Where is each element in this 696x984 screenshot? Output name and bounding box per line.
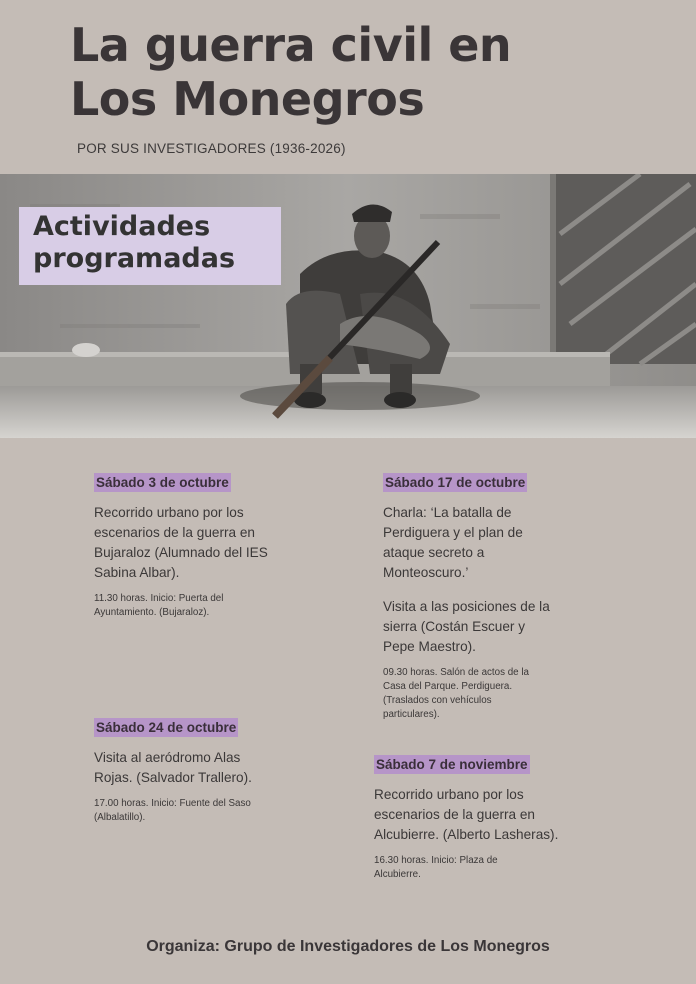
event-info: 17.00 horas. Inicio: Fuente del Saso (Albalatillo).	[94, 798, 251, 823]
title-line-1: La guerra civil en	[70, 18, 512, 72]
event-date: Sábado 7 de noviembre	[376, 757, 528, 772]
event-description: Visita al aeródromo Alas Rojas. (Salvador Trallero).	[94, 750, 252, 785]
event-date: Sábado 3 de octubre	[96, 475, 229, 490]
event-info: 16.30 horas. Inicio: Plaza de Alcubierre.	[374, 855, 498, 880]
event-1	[94, 472, 334, 620]
activities-banner	[19, 207, 281, 285]
event-description: Charla: ‘La batalla de Perdiguera y el plan de ataque secreto a Monteoscuro.’	[383, 505, 523, 580]
event-description: Recorrido urbano por los escenarios de la guerra en Alcubierre. (Alberto Lasheras).	[374, 787, 559, 842]
event-date: Sábado 17 de octubre	[385, 475, 526, 490]
event-2	[383, 472, 643, 722]
banner-line-2: programadas	[33, 243, 236, 274]
event-4	[374, 754, 644, 882]
poster-title	[70, 18, 670, 126]
banner-line-1: Actividades	[33, 211, 211, 242]
event-description-2: Visita a las posiciones de la sierra (Costán Escuer y Pepe Maestro).	[383, 599, 550, 654]
event-description: Recorrido urbano por los escenarios de la guerra en Bujaraloz (Alumnado del IES Sabina Albar).	[94, 505, 268, 580]
event-info: 11.30 horas. Inicio: Puerta del Ayuntamiento. (Bujaraloz).	[94, 593, 224, 618]
event-3	[94, 717, 334, 825]
subtitle: POR SUS INVESTIGADORES (1936-2026)	[77, 141, 346, 156]
event-date: Sábado 24 de octubre	[96, 720, 237, 735]
title-line-2: Los Monegros	[70, 72, 425, 126]
organizer-footer: Organiza: Grupo de Investigadores de Los Monegros	[146, 938, 550, 955]
event-info: 09.30 horas. Salón de actos de la Casa del Parque. Perdiguera. (Traslados con vehículos particulares).	[383, 667, 529, 720]
